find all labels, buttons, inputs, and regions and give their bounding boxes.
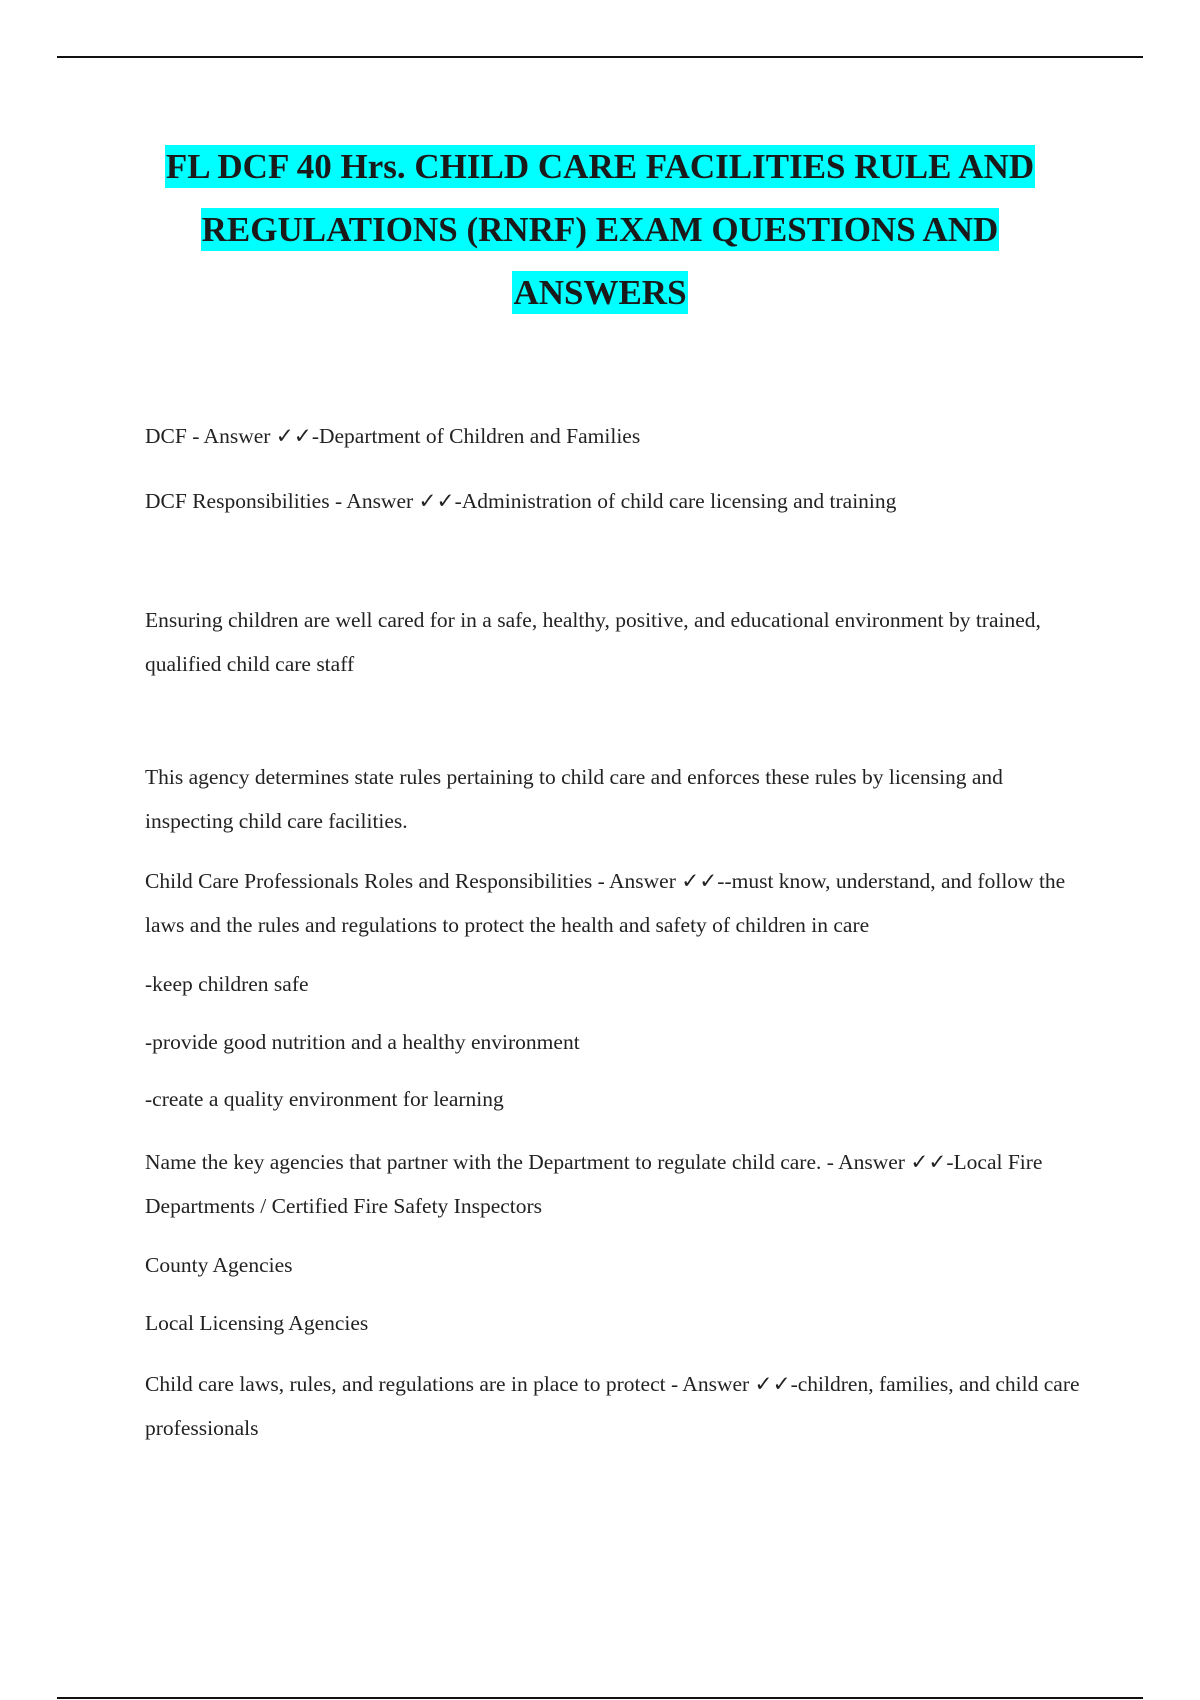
bottom-rule [57, 1697, 1143, 1699]
list-item-quality-environment: -create a quality environment for learning [145, 1087, 504, 1111]
paragraph-dcf: DCF - Answer ✓✓-Department of Children and Families [145, 424, 641, 448]
list-item-county-agencies: County Agencies [145, 1253, 293, 1277]
paragraph-professionals-roles: Child Care Professionals Roles and Responsibilities - Answer ✓✓--must know, understand, and follow the laws and the rules and regulations to protect the health and safety of children in care [145, 869, 1066, 937]
paragraph-key-agencies: Name the key agencies that partner with the Department to regulate child care. - Answer ✓✓-Local Fire Departments / Certified Fire Safety Inspectors [145, 1150, 1043, 1218]
list-item-local-licensing: Local Licensing Agencies [145, 1311, 369, 1335]
title-line-1: FL DCF 40 Hrs. CHILD CARE FACILITIES RULE AND [165, 147, 1035, 186]
list-item-nutrition: -provide good nutrition and a healthy environment [145, 1030, 580, 1054]
document-title [100, 135, 1100, 324]
paragraph-ensuring-children: Ensuring children are well cared for in a safe, healthy, positive, and educational environment by trained, qualified child care staff [145, 608, 1041, 676]
top-rule [57, 56, 1143, 58]
paragraph-dcf-responsibilities: DCF Responsibilities - Answer ✓✓-Administration of child care licensing and training [145, 489, 897, 513]
list-item-keep-safe: -keep children safe [145, 972, 309, 996]
title-line-3: ANSWERS [513, 273, 687, 312]
paragraph-agency-determines: This agency determines state rules pertaining to child care and enforces these rules by licensing and inspecting child care facilities. [145, 765, 1003, 833]
title-line-2: REGULATIONS (RNRF) EXAM QUESTIONS AND [201, 210, 999, 249]
paragraph-laws-protect: Child care laws, rules, and regulations are in place to protect - Answer ✓✓-children, families, and child care professionals [145, 1372, 1080, 1440]
